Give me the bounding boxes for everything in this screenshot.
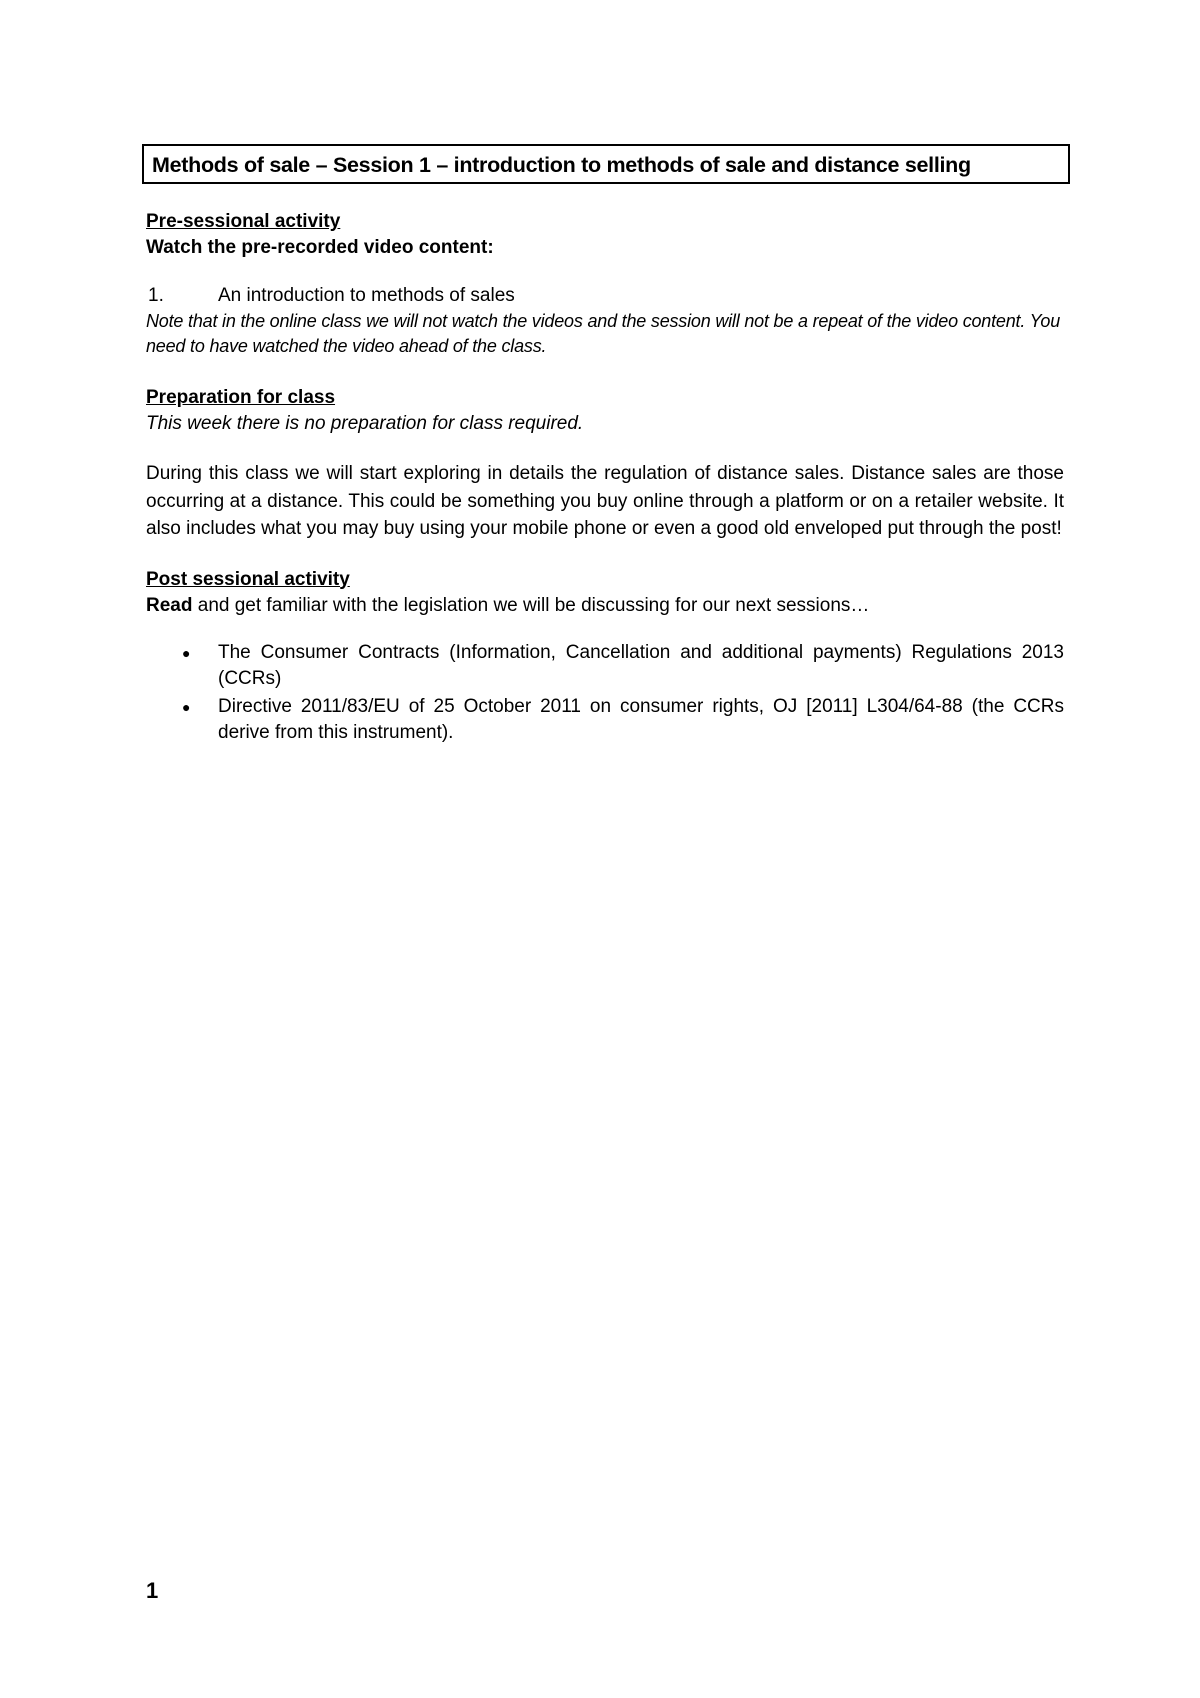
post-sessional-instruction (146, 593, 1064, 619)
bullet-icon: ● (182, 644, 191, 661)
pre-sessional-note: Note that in the online class we will not watch the videos and the session will not be a repeat of the video content. You need to have watched the video ahead of the class. (146, 311, 1061, 356)
body-paragraph: During this class we will start exploring in details the regulation of distance sales. Distance sales are those occurring at a distance. This could be something you buy online through a platform or on a retailer website. It also includes what you may buy using your mobile phone or even a good old enveloped put through the post! (146, 463, 1064, 539)
instruction-bold-word: Read (146, 594, 193, 616)
pre-sessional-heading: Pre-sessional activity (146, 211, 341, 232)
item-number: 1. (148, 285, 164, 306)
pre-sessional-section (146, 209, 1064, 359)
preparation-heading: Preparation for class (146, 387, 336, 408)
list-item (146, 694, 1064, 746)
instruction-rest: and get familiar with the legislation we will be discussing for our next sessions… (192, 594, 870, 616)
pre-sessional-instruction: Watch the pre-recorded video content: (146, 237, 494, 258)
document-title: Methods of sale – Session 1 – introduction to methods of sale and distance selling (142, 144, 1070, 184)
list-item-text: The Consumer Contracts (Information, Cancellation and additional payments) Regulations 2013 (CCRs) (218, 641, 1064, 689)
preparation-section (146, 385, 1064, 437)
post-sessional-heading: Post sessional activity (146, 568, 350, 590)
list-item (146, 640, 1064, 692)
page-number: 1 (146, 1578, 159, 1603)
page-content (146, 144, 1064, 748)
bullet-icon: ● (182, 698, 191, 715)
legislation-list (146, 640, 1064, 746)
numbered-item (146, 283, 1064, 309)
list-item-text: Directive 2011/83/EU of 25 October 2011 on consumer rights, OJ [2011] L304/64-88 (the CCRs derive from this instrument). (218, 695, 1064, 743)
item-text: An introduction to methods of sales (218, 285, 515, 306)
preparation-note: This week there is no preparation for class required. (146, 413, 584, 434)
post-sessional-section (146, 567, 1064, 746)
